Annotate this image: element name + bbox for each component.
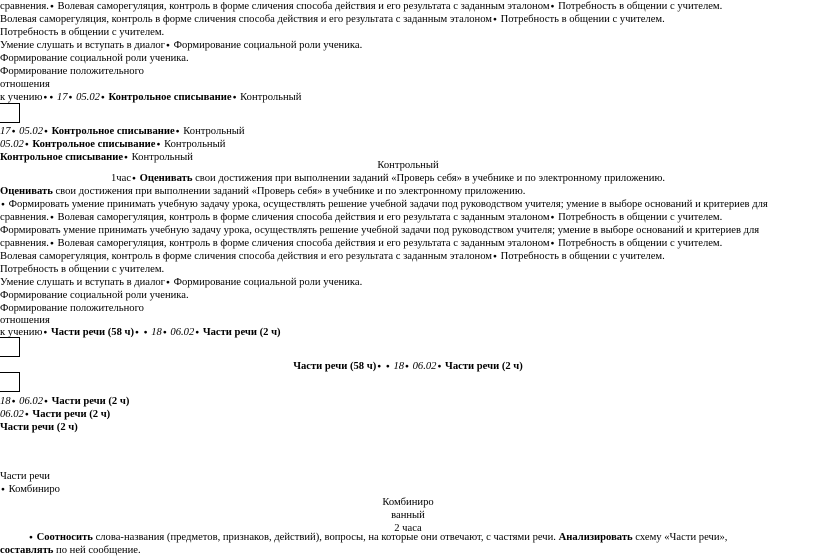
text-line: Части речи xyxy=(0,471,50,482)
bullet-icon xyxy=(143,327,149,338)
text-line: к учению● Части речи (58 ч)● ● 18● 06.02● Части речи (2 ч) xyxy=(0,326,281,339)
text-line: Волевая саморегуляция, контроль в форме сличения способа действия и его результата с заданным эталоном● Потребность в общении с учителем. xyxy=(0,13,665,26)
text-line-centered: Части речи (58 ч)● ● 18● 06.02● Части речи (2 ч) xyxy=(0,360,816,373)
bullet-icon xyxy=(48,92,54,103)
text-line: Оценивать свои достижения при выполнении заданий «Проверь себя» в учебнике и по электронному приложению. xyxy=(0,186,526,197)
text-line: 18● 06.02● Части речи (2 ч) xyxy=(0,395,129,408)
text-line: ● Формировать умение принимать учебную задачу урока, осуществлять решение учебной задачи под руководством учителя; умение в выборе оснований и критериев для xyxy=(0,198,768,211)
text-line: Умение слушать и вступать в диалог● Формирование социальной роли ученика. xyxy=(0,276,362,289)
text-line: отношения xyxy=(0,315,50,326)
bullet-icon xyxy=(385,361,391,372)
text-line: сравнения.● Волевая саморегуляция, контроль в форме сличения способа действия и его результата с заданным эталоном● Потребность в общении с учителем. xyxy=(0,211,722,224)
text-line: к учению● ● 17● 05.02● Контрольное списывание● Контрольный xyxy=(0,91,301,104)
text-line: Формирование социальной роли ученика. xyxy=(0,53,189,64)
text-line: составлять по ней сообщение. xyxy=(0,545,141,556)
table-cell-box xyxy=(0,103,20,123)
text-line: 06.02● Части речи (2 ч) xyxy=(0,408,110,421)
text-line: 05.02● Контрольное списывание● Контрольный xyxy=(0,138,225,151)
text-line: ● Соотносить слова-названия (предметов, признаков, действий), вопросы, на которые они отвечают, с частями речи. Анализировать схему «Части речи», xyxy=(28,531,727,544)
text-line-centered: Комбиниро xyxy=(382,497,434,508)
bullet-icon xyxy=(134,327,140,338)
table-cell-box xyxy=(0,372,20,392)
text-line: Формирование положительного xyxy=(0,303,144,314)
text-line: Части речи (2 ч) xyxy=(0,422,78,433)
text-line: Контрольное списывание● Контрольный xyxy=(0,151,193,164)
text-line: Потребность в общении с учителем. xyxy=(0,27,165,38)
text-line: Формирование положительного xyxy=(0,66,144,77)
text-line-centered: Контрольный xyxy=(377,160,439,171)
text-line-centered: 2 часа xyxy=(394,523,422,534)
text-line-centered: ванный xyxy=(391,510,425,521)
text-line: 1час● Оценивать свои достижения при выполнении заданий «Проверь себя» в учебнике и по электронному приложению. xyxy=(111,172,665,185)
text-line: Потребность в общении с учителем. xyxy=(0,264,165,275)
text-line: Формирование социальной роли ученика. xyxy=(0,290,189,301)
text-line: Умение слушать и вступать в диалог● Формирование социальной роли ученика. xyxy=(0,39,362,52)
text-line: Волевая саморегуляция, контроль в форме сличения способа действия и его результата с заданным эталоном● Потребность в общении с учителем. xyxy=(0,250,665,263)
text-line: отношения xyxy=(0,79,50,90)
text-line: 17● 05.02● Контрольное списывание● Контрольный xyxy=(0,125,245,138)
text-line: Формировать умение принимать учебную задачу урока, осуществлять решение учебной задачи под руководством учителя; умение в выборе оснований и критериев для xyxy=(0,225,760,236)
text-line: сравнения.● Волевая саморегуляция, контроль в форме сличения способа действия и его результата с заданным эталоном● Потребность в общении с учителем. xyxy=(0,237,722,250)
table-cell-box xyxy=(0,337,20,357)
bullet-icon xyxy=(376,361,382,372)
text-line: сравнения.● Волевая саморегуляция, контроль в форме сличения способа действия и его результата с заданным эталоном● Потребность в общении с учителем. xyxy=(0,0,722,13)
text-line: ● Комбиниро xyxy=(0,483,60,496)
